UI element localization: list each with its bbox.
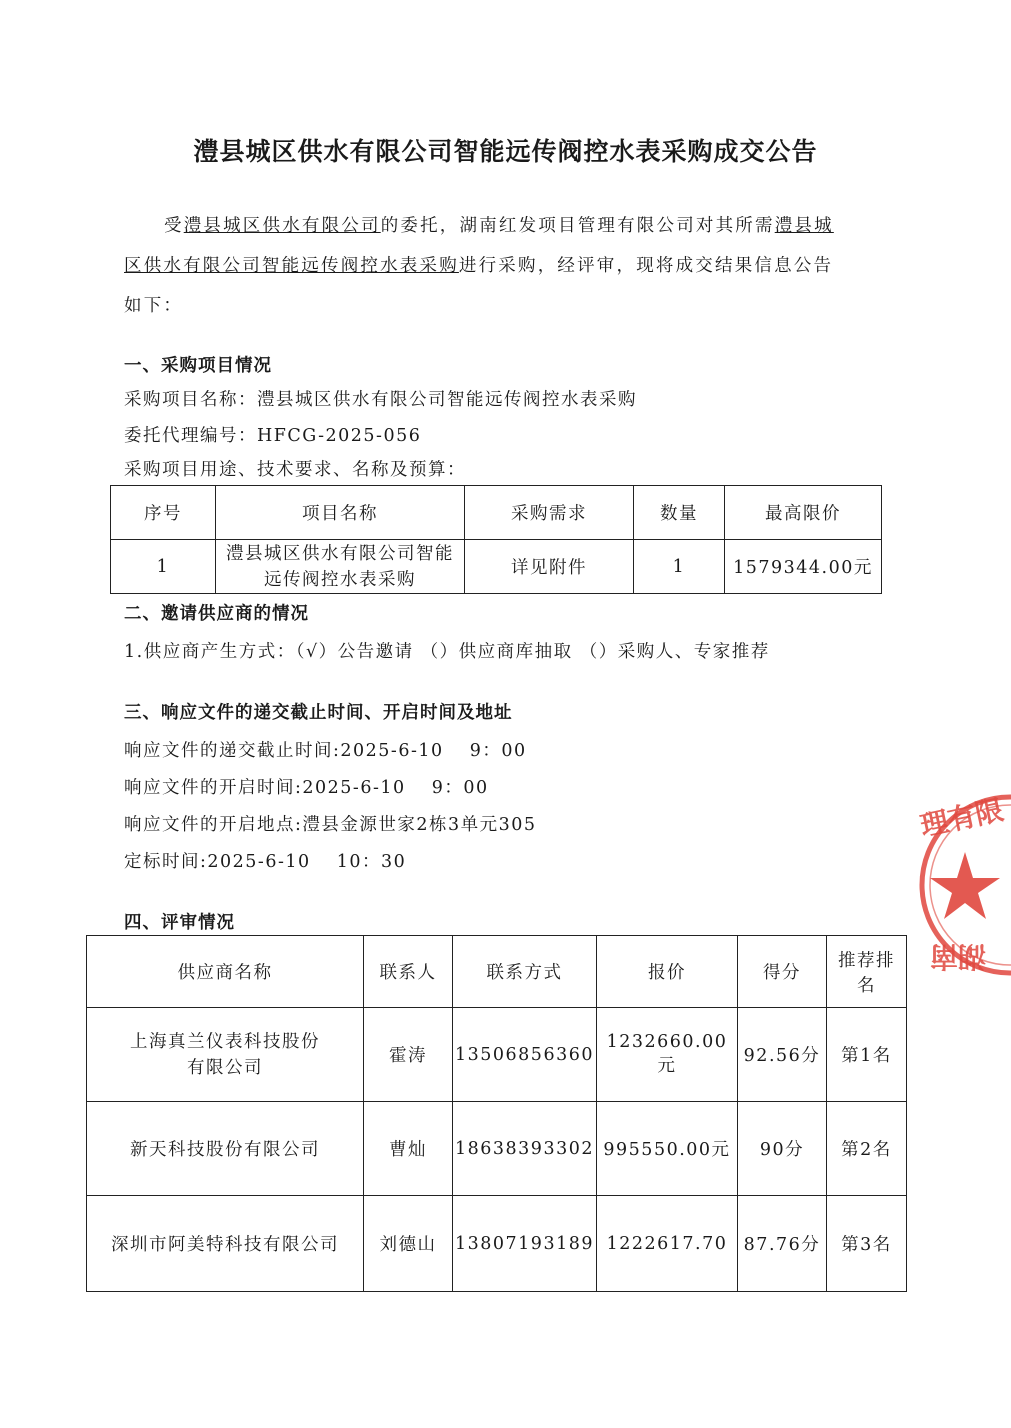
col-header: 最高限价	[725, 486, 882, 540]
intro-paragraph	[124, 206, 864, 326]
project-table	[110, 485, 882, 594]
cell-qty: 1	[634, 540, 725, 594]
cell-rank: 第3名	[826, 1196, 906, 1292]
cell-price: 1579344.00元	[725, 540, 882, 594]
company-seal	[910, 780, 1011, 990]
cell-no: 1	[111, 540, 216, 594]
intro-text-3: 进行采购，经评审，现将成交结果信息公告	[458, 256, 834, 276]
cell-score: 90分	[737, 1102, 826, 1196]
cell-rank: 第2名	[826, 1102, 906, 1196]
table-header-row	[111, 486, 882, 540]
cell-name	[216, 540, 465, 594]
col-header: 项目名称	[216, 486, 465, 540]
cell-phone: 13506856360	[453, 1008, 597, 1102]
table-row	[87, 1196, 907, 1292]
intro-text-1: 受	[164, 216, 184, 236]
cell-price: 1222617.70	[596, 1196, 737, 1292]
cell-score: 87.76分	[737, 1196, 826, 1292]
cell-phone: 13807193189	[453, 1196, 597, 1292]
review-table	[86, 935, 907, 1292]
cell-supplier: 新天科技股份有限公司	[87, 1102, 364, 1196]
col-header: 推荐排名	[826, 936, 906, 1008]
star-icon	[930, 852, 1000, 919]
deadline-line: 响应文件的递交截止时间:2025-6-10 9：00	[124, 741, 527, 761]
intro-client: 澧县城区供水有限公司	[183, 216, 381, 236]
seal-graphic	[910, 780, 1011, 990]
col-header: 得分	[737, 936, 826, 1008]
intro-project-1: 澧县城	[774, 216, 834, 236]
table-row	[87, 1008, 907, 1102]
col-header: 联系人	[364, 936, 453, 1008]
cell-contact: 刘德山	[364, 1196, 453, 1292]
cell-score: 92.56分	[737, 1008, 826, 1102]
cell-supplier	[87, 1008, 364, 1102]
section1-heading: 一、采购项目情况	[124, 356, 272, 376]
table-row	[87, 1102, 907, 1196]
cell-contact: 曹灿	[364, 1102, 453, 1196]
col-header: 报价	[596, 936, 737, 1008]
cell-phone: 18638393302	[453, 1102, 597, 1196]
budget-line: 采购项目用途、技术要求、名称及预算：	[124, 460, 466, 480]
seal-text-bottom: 湖南	[929, 940, 986, 973]
col-header: 供应商名称	[87, 936, 364, 1008]
table-row	[111, 540, 882, 594]
col-header: 数量	[634, 486, 725, 540]
section4-heading: 四、评审情况	[124, 913, 235, 933]
cell-name-l1: 澧县城区供水有限公司智能	[226, 543, 454, 564]
seal-text-top: 理有限	[917, 793, 1007, 843]
agency-code-line: 委托代理编号：HFCG-2025-056	[124, 426, 422, 446]
cell-contact: 霍涛	[364, 1008, 453, 1102]
intro-text-4: 如下：	[124, 296, 184, 316]
cell-price: 1232660.00元	[596, 1008, 737, 1102]
table-header-row	[87, 936, 907, 1008]
open-time-line: 响应文件的开启时间:2025-6-10 9：00	[124, 778, 489, 798]
col-header: 序号	[111, 486, 216, 540]
intro-text-2: 的委托，湖南红发项目管理有限公司对其所需	[380, 216, 775, 236]
section3-heading: 三、响应文件的递交截止时间、开启时间及地址	[124, 703, 513, 723]
intro-project-2: 区供水有限公司智能远传阀控水表采购	[124, 256, 459, 276]
col-header: 联系方式	[453, 936, 597, 1008]
document-title: 澧县城区供水有限公司智能远传阀控水表采购成交公告	[193, 137, 818, 166]
award-time-line: 定标时间:2025-6-10 10：30	[124, 852, 407, 872]
cell-rank: 第1名	[826, 1008, 906, 1102]
cell-supplier-l1: 上海真兰仪表科技股份	[130, 1031, 320, 1052]
cell-name-l2: 远传阀控水表采购	[264, 569, 416, 590]
cell-supplier-l2: 有限公司	[187, 1057, 263, 1078]
cell-req: 详见附件	[465, 540, 634, 594]
cell-price: 995550.00元	[596, 1102, 737, 1196]
cell-supplier: 深圳市阿美特科技有限公司	[87, 1196, 364, 1292]
project-name-line: 采购项目名称：澧县城区供水有限公司智能远传阀控水表采购	[124, 390, 637, 410]
open-place-line: 响应文件的开启地点:澧县金源世家2栋3单元305	[124, 815, 537, 835]
supplier-method-line: 1.供应商产生方式：（√）公告邀请 （）供应商库抽取 （）采购人、专家推荐	[124, 642, 770, 662]
section2-heading: 二、邀请供应商的情况	[124, 604, 309, 624]
col-header: 采购需求	[465, 486, 634, 540]
